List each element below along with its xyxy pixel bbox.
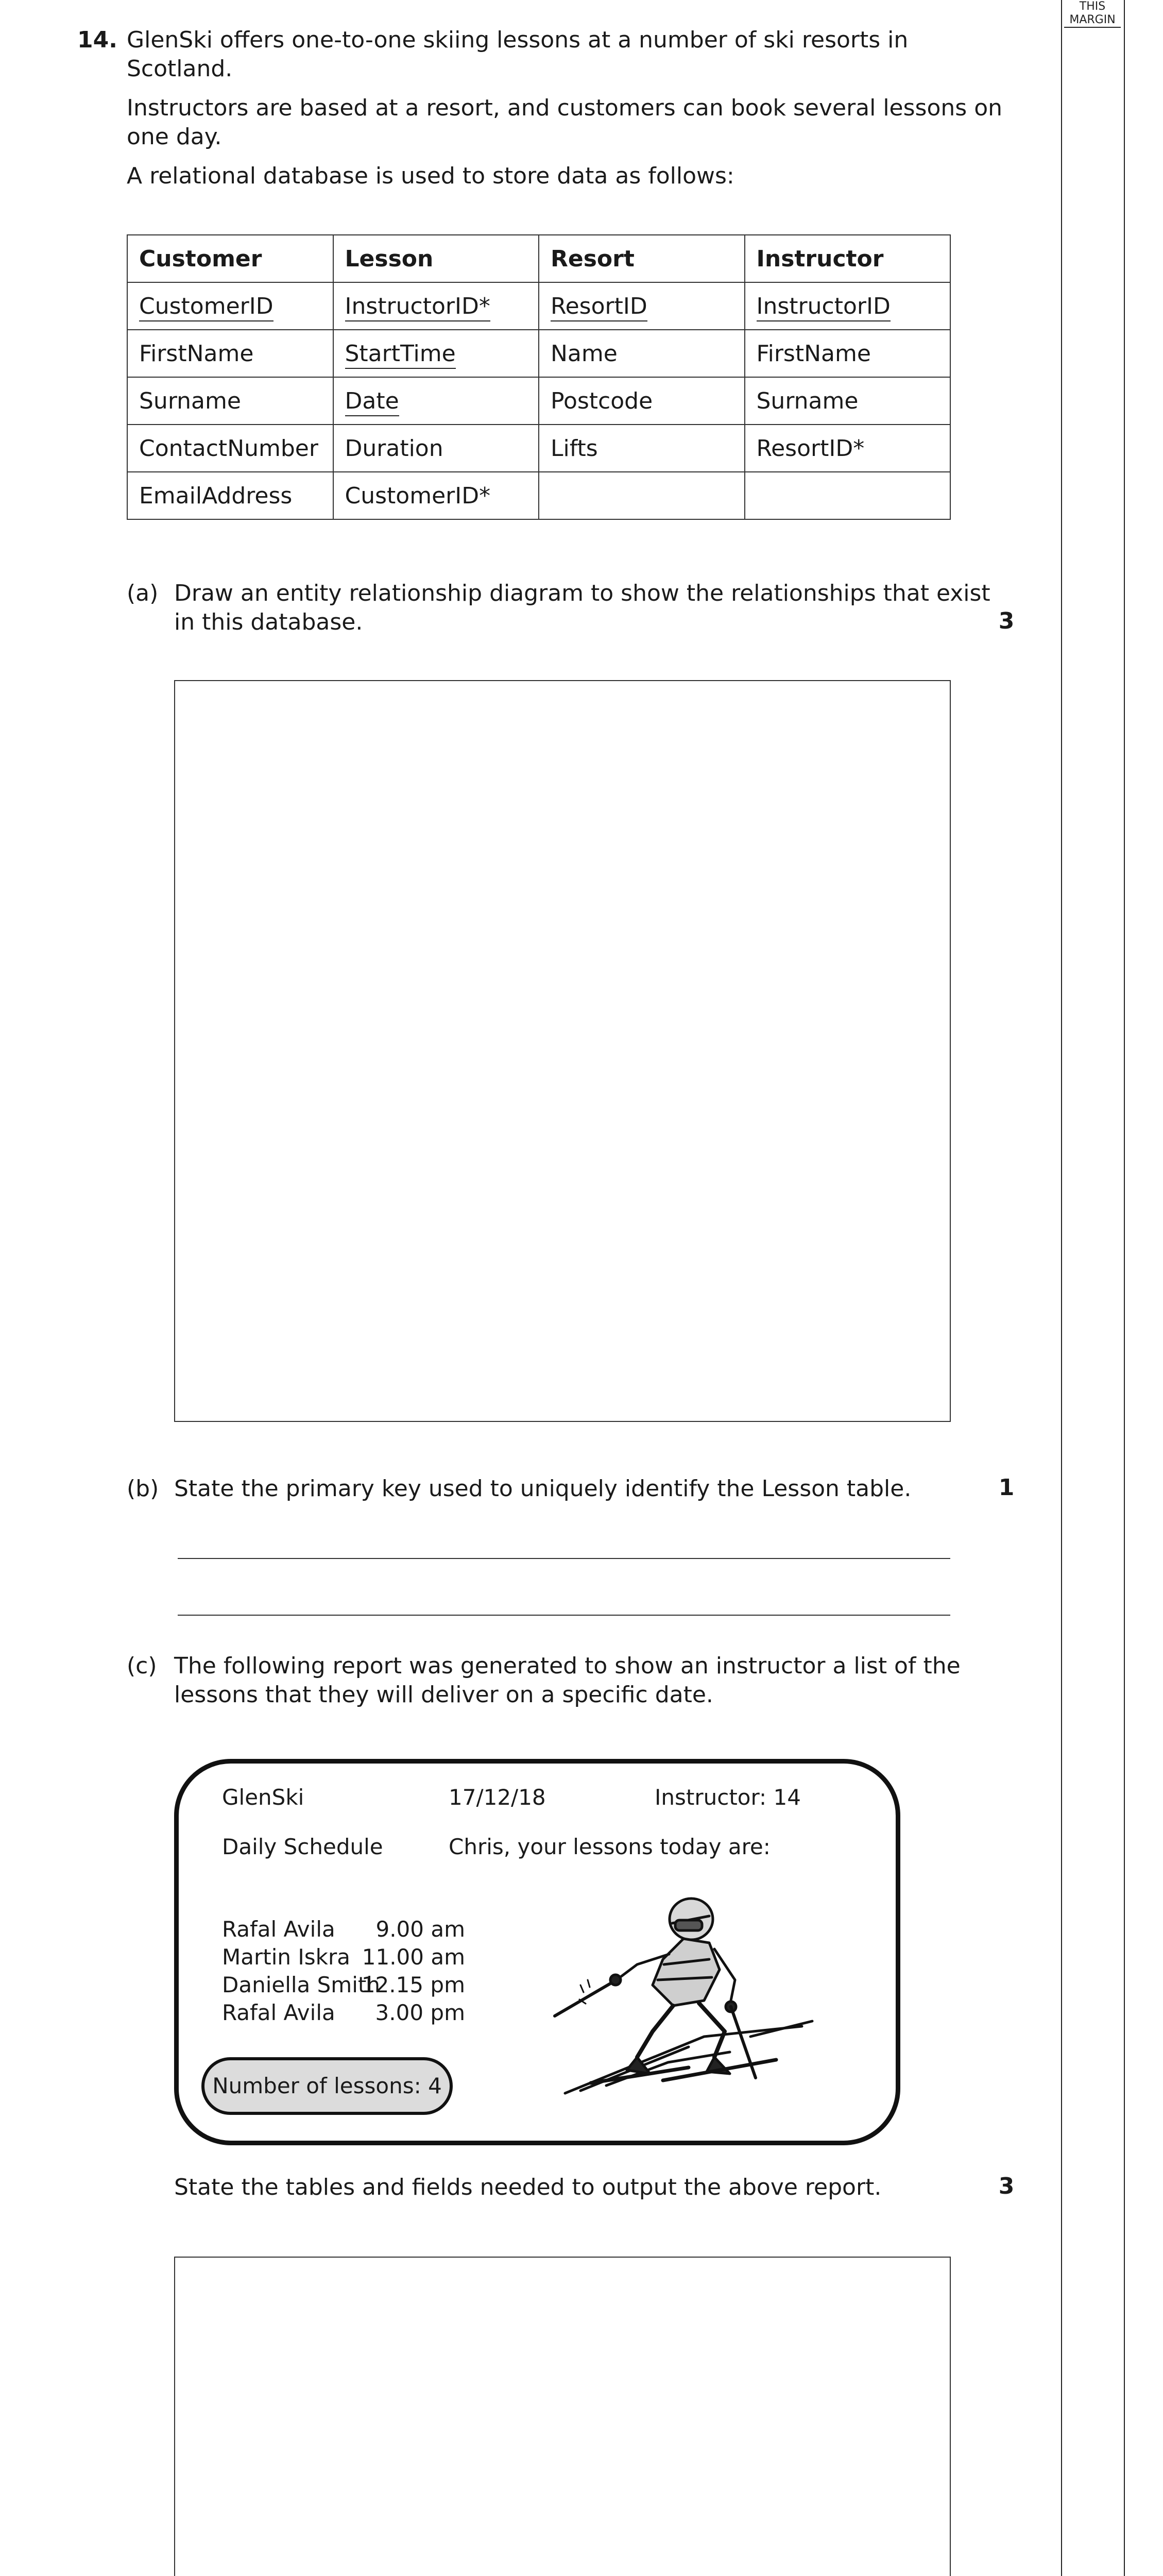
database-table bbox=[127, 234, 951, 520]
lesson-row-3-name: Daniella Smith bbox=[222, 1972, 380, 1997]
field-lesson-starttime: StartTime bbox=[345, 341, 456, 369]
report-instructor: Instructor: 14 bbox=[655, 1785, 801, 1810]
margin-label bbox=[1064, 0, 1121, 28]
field-empty-1 bbox=[539, 472, 745, 519]
part-b-answer-line-2[interactable] bbox=[178, 1615, 950, 1616]
table-row bbox=[127, 330, 950, 377]
field-lesson-duration: Duration bbox=[333, 425, 539, 472]
field-resort-id: ResortID bbox=[551, 293, 647, 321]
table-row bbox=[127, 377, 950, 425]
field-customer-firstname: FirstName bbox=[127, 330, 333, 377]
part-a-label: (a) bbox=[127, 580, 159, 606]
table-header-row bbox=[127, 235, 950, 282]
intro-text-3: A relational database is used to store data as follows: bbox=[127, 163, 734, 189]
part-c-instruction: State the tables and fields needed to output the above report. bbox=[174, 2174, 882, 2200]
field-empty-2 bbox=[745, 472, 951, 519]
report-company: GlenSki bbox=[222, 1785, 304, 1810]
field-lesson-date: Date bbox=[345, 388, 399, 416]
header-instructor: Instructor bbox=[745, 235, 951, 282]
lesson-row-2-time: 11.00 am bbox=[362, 1944, 465, 1970]
intro-text-1b: Scotland. bbox=[127, 56, 233, 82]
lesson-row-1-name: Rafal Avila bbox=[222, 1917, 335, 1942]
margin-label-line2: MARGIN bbox=[1064, 13, 1121, 28]
part-a-answer-box[interactable] bbox=[174, 680, 951, 1422]
table-row bbox=[127, 282, 950, 330]
lesson-row-4-time: 3.00 pm bbox=[375, 2000, 465, 2025]
lesson-row-1-time: 9.00 am bbox=[375, 1917, 465, 1942]
table-row bbox=[127, 425, 950, 472]
field-instructor-id: InstructorID bbox=[757, 293, 891, 321]
part-c-marks: 3 bbox=[998, 2173, 1015, 2199]
table-row bbox=[127, 472, 950, 519]
intro-text-2b: one day. bbox=[127, 124, 222, 150]
header-resort: Resort bbox=[539, 235, 745, 282]
lesson-row-3-time: 12.15 pm bbox=[361, 1972, 465, 1997]
field-instructor-surname: Surname bbox=[745, 377, 951, 425]
header-lesson: Lesson bbox=[333, 235, 539, 282]
field-customer-email: EmailAddress bbox=[127, 472, 333, 519]
part-c-text-1: The following report was generated to show an instructor a list of the bbox=[174, 1653, 961, 1679]
field-instructor-resort-id: ResortID* bbox=[745, 425, 951, 472]
part-a-text-1: Draw an entity relationship diagram to show the relationships that exist bbox=[174, 580, 990, 606]
margin-label-line1: THIS bbox=[1079, 0, 1106, 13]
lesson-row-4-name: Rafal Avila bbox=[222, 2000, 335, 2025]
skier-illustration bbox=[534, 1882, 823, 2104]
field-customer-surname: Surname bbox=[127, 377, 333, 425]
field-lesson-instructor-id: InstructorID* bbox=[345, 293, 490, 321]
question-number: 14. bbox=[77, 27, 117, 53]
part-c-text-2: lessons that they will deliver on a specific date. bbox=[174, 1682, 713, 1708]
field-customer-contact: ContactNumber bbox=[127, 425, 333, 472]
part-b-answer-line-1[interactable] bbox=[178, 1558, 950, 1559]
part-b-text: State the primary key used to uniquely identify the Lesson table. bbox=[174, 1476, 912, 1502]
part-a-text-2: in this database. bbox=[174, 609, 363, 635]
field-resort-postcode: Postcode bbox=[539, 377, 745, 425]
part-b-marks: 1 bbox=[998, 1475, 1015, 1501]
report-schedule-title: Daily Schedule bbox=[222, 1834, 383, 1859]
field-customer-id: CustomerID bbox=[139, 293, 273, 321]
report-frame bbox=[174, 1759, 900, 2145]
field-instructor-firstname: FirstName bbox=[745, 330, 951, 377]
margin-line-left bbox=[1061, 0, 1062, 2576]
header-customer: Customer bbox=[127, 235, 333, 282]
field-lesson-customer-id: CustomerID* bbox=[333, 472, 539, 519]
part-b-label: (b) bbox=[127, 1476, 159, 1502]
report-greeting: Chris, your lessons today are: bbox=[449, 1834, 771, 1859]
report-date: 17/12/18 bbox=[449, 1785, 546, 1810]
part-a-marks: 3 bbox=[998, 608, 1015, 634]
lessons-count-summary: Number of lessons: 4 bbox=[201, 2057, 453, 2115]
field-resort-name: Name bbox=[539, 330, 745, 377]
part-c-answer-box[interactable] bbox=[174, 2257, 951, 2576]
intro-text-1: GlenSki offers one-to-one skiing lessons at a number of ski resorts in bbox=[127, 27, 909, 53]
lesson-row-2-name: Martin Iskra bbox=[222, 1944, 350, 1970]
margin-line-right bbox=[1124, 0, 1125, 2576]
intro-text-2: Instructors are based at a resort, and customers can book several lessons on bbox=[127, 95, 1002, 121]
part-c-label: (c) bbox=[127, 1653, 157, 1679]
field-resort-lifts: Lifts bbox=[539, 425, 745, 472]
